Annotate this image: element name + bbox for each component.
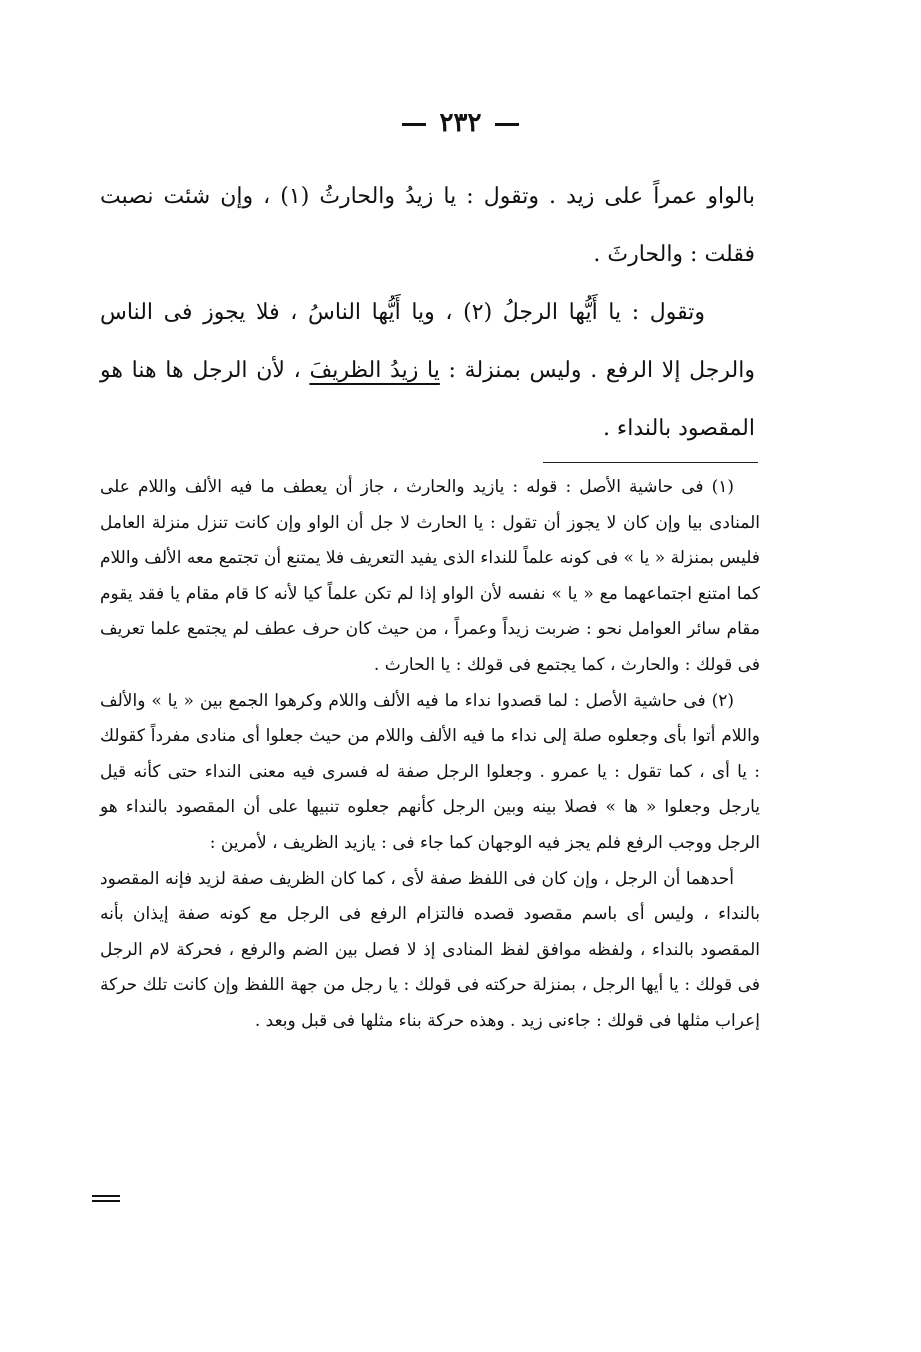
main-paragraph-2-start: وتقول : يا أَيُّها الرجلُ (٢) ، ويا أَيُّها الناسُ ، فلا يجوز فى الناس والرجل إلا الرفع . وليس بمنزلة : bbox=[100, 300, 755, 383]
footnote-1: (١) فى حاشية الأصل : قوله : يازيد والحارث ، جاز أن يعطف ما فيه الألف واللام على المنادى بيا وإن كان لا يجوز أن تقول : يا الحارث لا جل أن الواو وإن كانت تنزل منزلة العامل فليس بمنزلة « يا » فى كونه علماً للنداء الذى يفيد التعريف فلا يمتنع أن تجتمع معه الألف واللام كما امتنع اجتماعهما مع « يا » نفسه لأن الواو إذا لم تكن علماً كيا لأنه كا قام مقام يا فقد يقوم مقام سائر العوامل نحو : ضربت زيداً وعمراً ، من حيث كان حرف عطف لم يجتمع علما تعريف فى قولك : والحارث ، كما يجتمع فى قولك : يا الحارث . bbox=[100, 477, 760, 675]
main-paragraph-2-end: ، لأن الرجل ها هنا هو المقصود بالنداء . bbox=[100, 358, 755, 441]
underlined-example: يا زيدُ الظريفَ bbox=[309, 358, 440, 383]
footnotes bbox=[100, 470, 760, 1040]
main-paragraph-2 bbox=[100, 284, 755, 458]
footnote-2: (٢) فى حاشية الأصل : لما قصدوا نداء ما فيه الألف واللام وكرهوا الجمع بين « يا » والألف واللام أتوا بأى وجعلوه صلة إلى نداء ما فيه الألف واللام من حيث جعلوا أى منادى مفرداً كقولك : يا أى ، كما تقول : يا عمرو . وجعلوا الرجل صفة له فسرى فيه معنى النداء حتى كأنه قيل يارجل وجعلوا « ها » فصلا بينه وبين الرجل كأنهم جعلوه تنبيها على أن المقصود بالنداء هو الرجل ووجب الرفع فلم يجز فيه الوجهان كما جاء فى : يازيد الظريف ، لأمرين : bbox=[100, 690, 760, 853]
main-paragraph-1: بالواو عمراً على زيد . وتقول : يا زيدُ والحارثُ (١) ، وإن شئت نصبت فقلت : والحارثَ . bbox=[100, 184, 755, 267]
main-text bbox=[100, 168, 755, 458]
page-number-text: ٢٣٢ bbox=[439, 108, 482, 138]
left-dash bbox=[402, 123, 426, 126]
end-mark bbox=[92, 1195, 120, 1202]
footnote-2-continuation: أحدهما أن الرجل ، وإن كان فى اللفظ صفة لأى ، كما كان الظريف صفة لزيد فإنه المقصود بالنداء ، وليس أى باسم مقصود قصده فالتزام الرفع فى الرجل مع كونه صفة إيذان بأنه المقصود بالنداء ، ولفظه موافق لفظ المنادى إذ لا فصل بين الضم والرفع ، فحركة لام الرجل فى قولك : يا أيها الرجل ، بمنزلة حركته فى قولك : يا رجل من جهة اللفظ وإن كانت تلك حركة إعراب مثلها فى قولك : جاءنى زيد . وهذه حركة بناء مثلها فى قبل وبعد . bbox=[100, 868, 760, 1031]
right-dash bbox=[495, 123, 519, 126]
footnote-divider bbox=[543, 462, 758, 463]
page-number bbox=[0, 108, 921, 138]
